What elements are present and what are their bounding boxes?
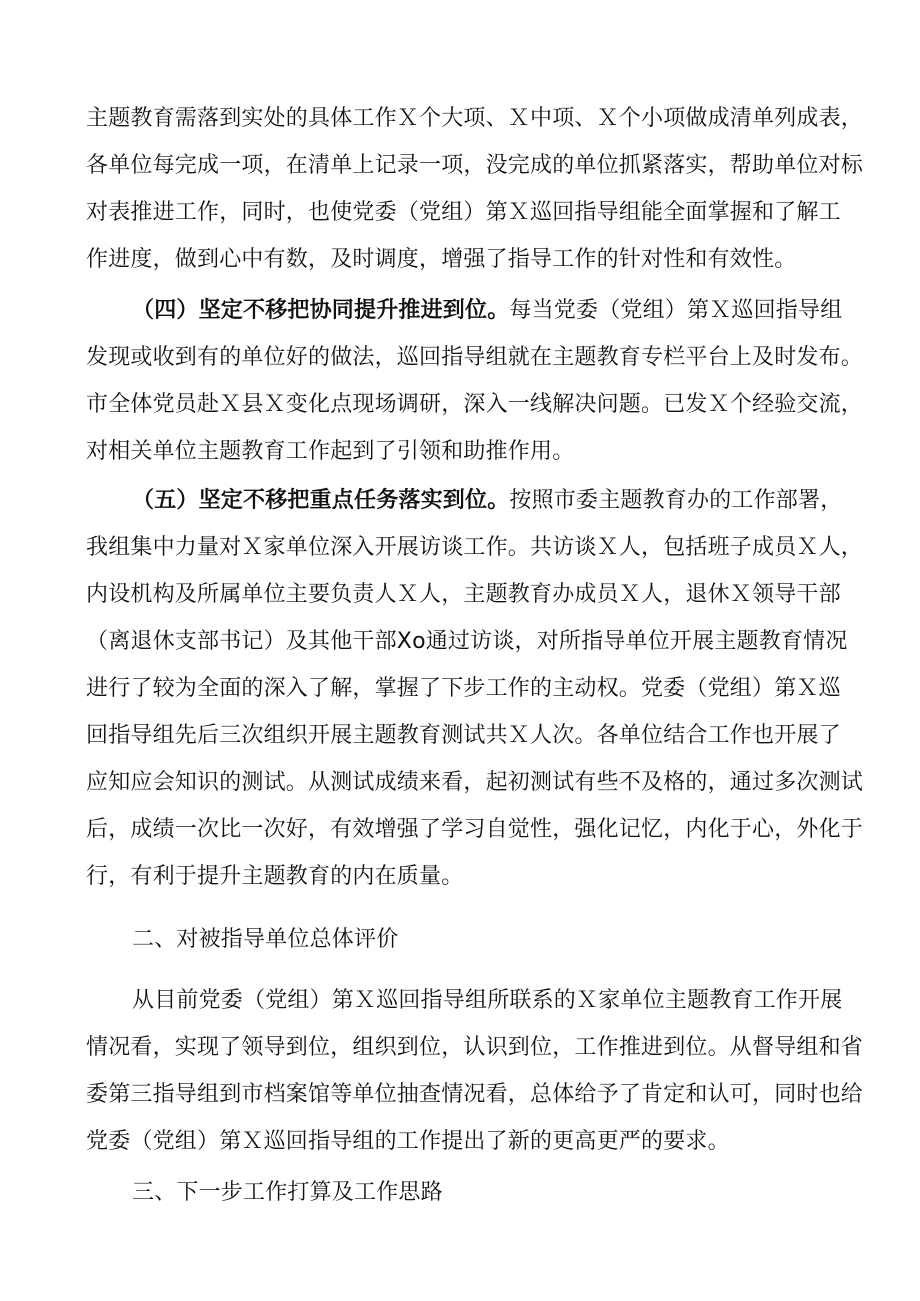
para4-line-2: 情况看，实现了领导到位，组织到位，认识到位，工作推进到位。从督导组和省 <box>86 1035 864 1060</box>
para3-line-7: 应知应会知识的测试。从测试成绩来看，起初测试有些不及格的，通过多次测试 <box>86 770 864 795</box>
para4-line-3: 委第三指导组到市档案馆等单位抽查情况看，总体给予了肯定和认可，同时也给 <box>86 1082 864 1107</box>
para4-line-1: 从目前党委（党组）第Ｘ巡回指导组所联系的Ｘ家单位主题教育工作开展 <box>132 988 843 1013</box>
para2-line-3: 市全体党员赴Ｘ县Ｘ变化点现场调研，深入一线解决问题。已发Ｘ个经验交流， <box>86 392 864 417</box>
para4-line-4: 党委（党组）第Ｘ巡回指导组的工作提出了新的更高更严的要求。 <box>86 1129 730 1154</box>
para1-line-1: 主题教育需落到实处的具体工作Ｘ个大项、Ｘ中项、Ｘ个小项做成清单列成表， <box>86 106 864 131</box>
section3-title: 三、下一步工作打算及工作思路 <box>132 1180 443 1205</box>
para3-line-4: （离退休支部书记）及其他干部Xo通过访谈，对所指导单位开展主题教育情况 <box>86 629 848 654</box>
para2-first-rest: 每当党委（党组）第Ｘ巡回指导组 <box>509 298 843 323</box>
para3-line-8: 后，成绩一次比一次好，有效增强了学习自觉性，强化记忆，内化于心，外化于 <box>86 817 864 842</box>
para2-line-1 <box>0 288 920 334</box>
para3-first-rest: 按照市委主题教育办的工作部署， <box>509 488 843 513</box>
para1-line-4: 作进度，做到心中有数，及时调度，增强了指导工作的针对性和有效性。 <box>86 247 797 272</box>
section2-title: 二、对被指导单位总体评价 <box>132 927 399 952</box>
para3-line-5: 进行了较为全面的深入了解，掌握了下步工作的主动权。党委（党组）第Ｘ巡 <box>86 676 841 701</box>
para3-line-6: 回指导组先后三次组织开展主题教育测试共Ｘ人次。各单位结合工作也开展了 <box>86 723 841 748</box>
para2-line-2: 发现或收到有的单位好的做法，巡回指导组就在主题教育专栏平台上及时发布。 <box>86 345 864 370</box>
para1-line-3: 对表推进工作，同时，也使党委（党组）第Ｘ巡回指导组能全面掌握和了解工 <box>86 200 841 225</box>
para2-heading: （四）坚定不移把协同提升推进到位。 <box>132 298 510 323</box>
para2-line-4: 对相关单位主题教育工作起到了引领和助推作用。 <box>86 439 575 464</box>
para3-heading: （五）坚定不移把重点任务落实到位。 <box>132 488 510 513</box>
para3-line-9: 行，有利于提升主题教育的内在质量。 <box>86 864 464 889</box>
para3-line-3: 内设机构及所属单位主要负责人Ｘ人，主题教育办成员Ｘ人，退休Ｘ领导干部 <box>86 582 841 607</box>
para1-line-2: 各单位每完成一项，在清单上记录一项，没完成的单位抓紧落实，帮助单位对标 <box>86 153 864 178</box>
para3-line-2: 我组集中力量对Ｘ家单位深入开展访谈工作。共访谈Ｘ人，包括班子成员Ｘ人， <box>86 535 864 560</box>
para3-line-1 <box>0 478 920 524</box>
